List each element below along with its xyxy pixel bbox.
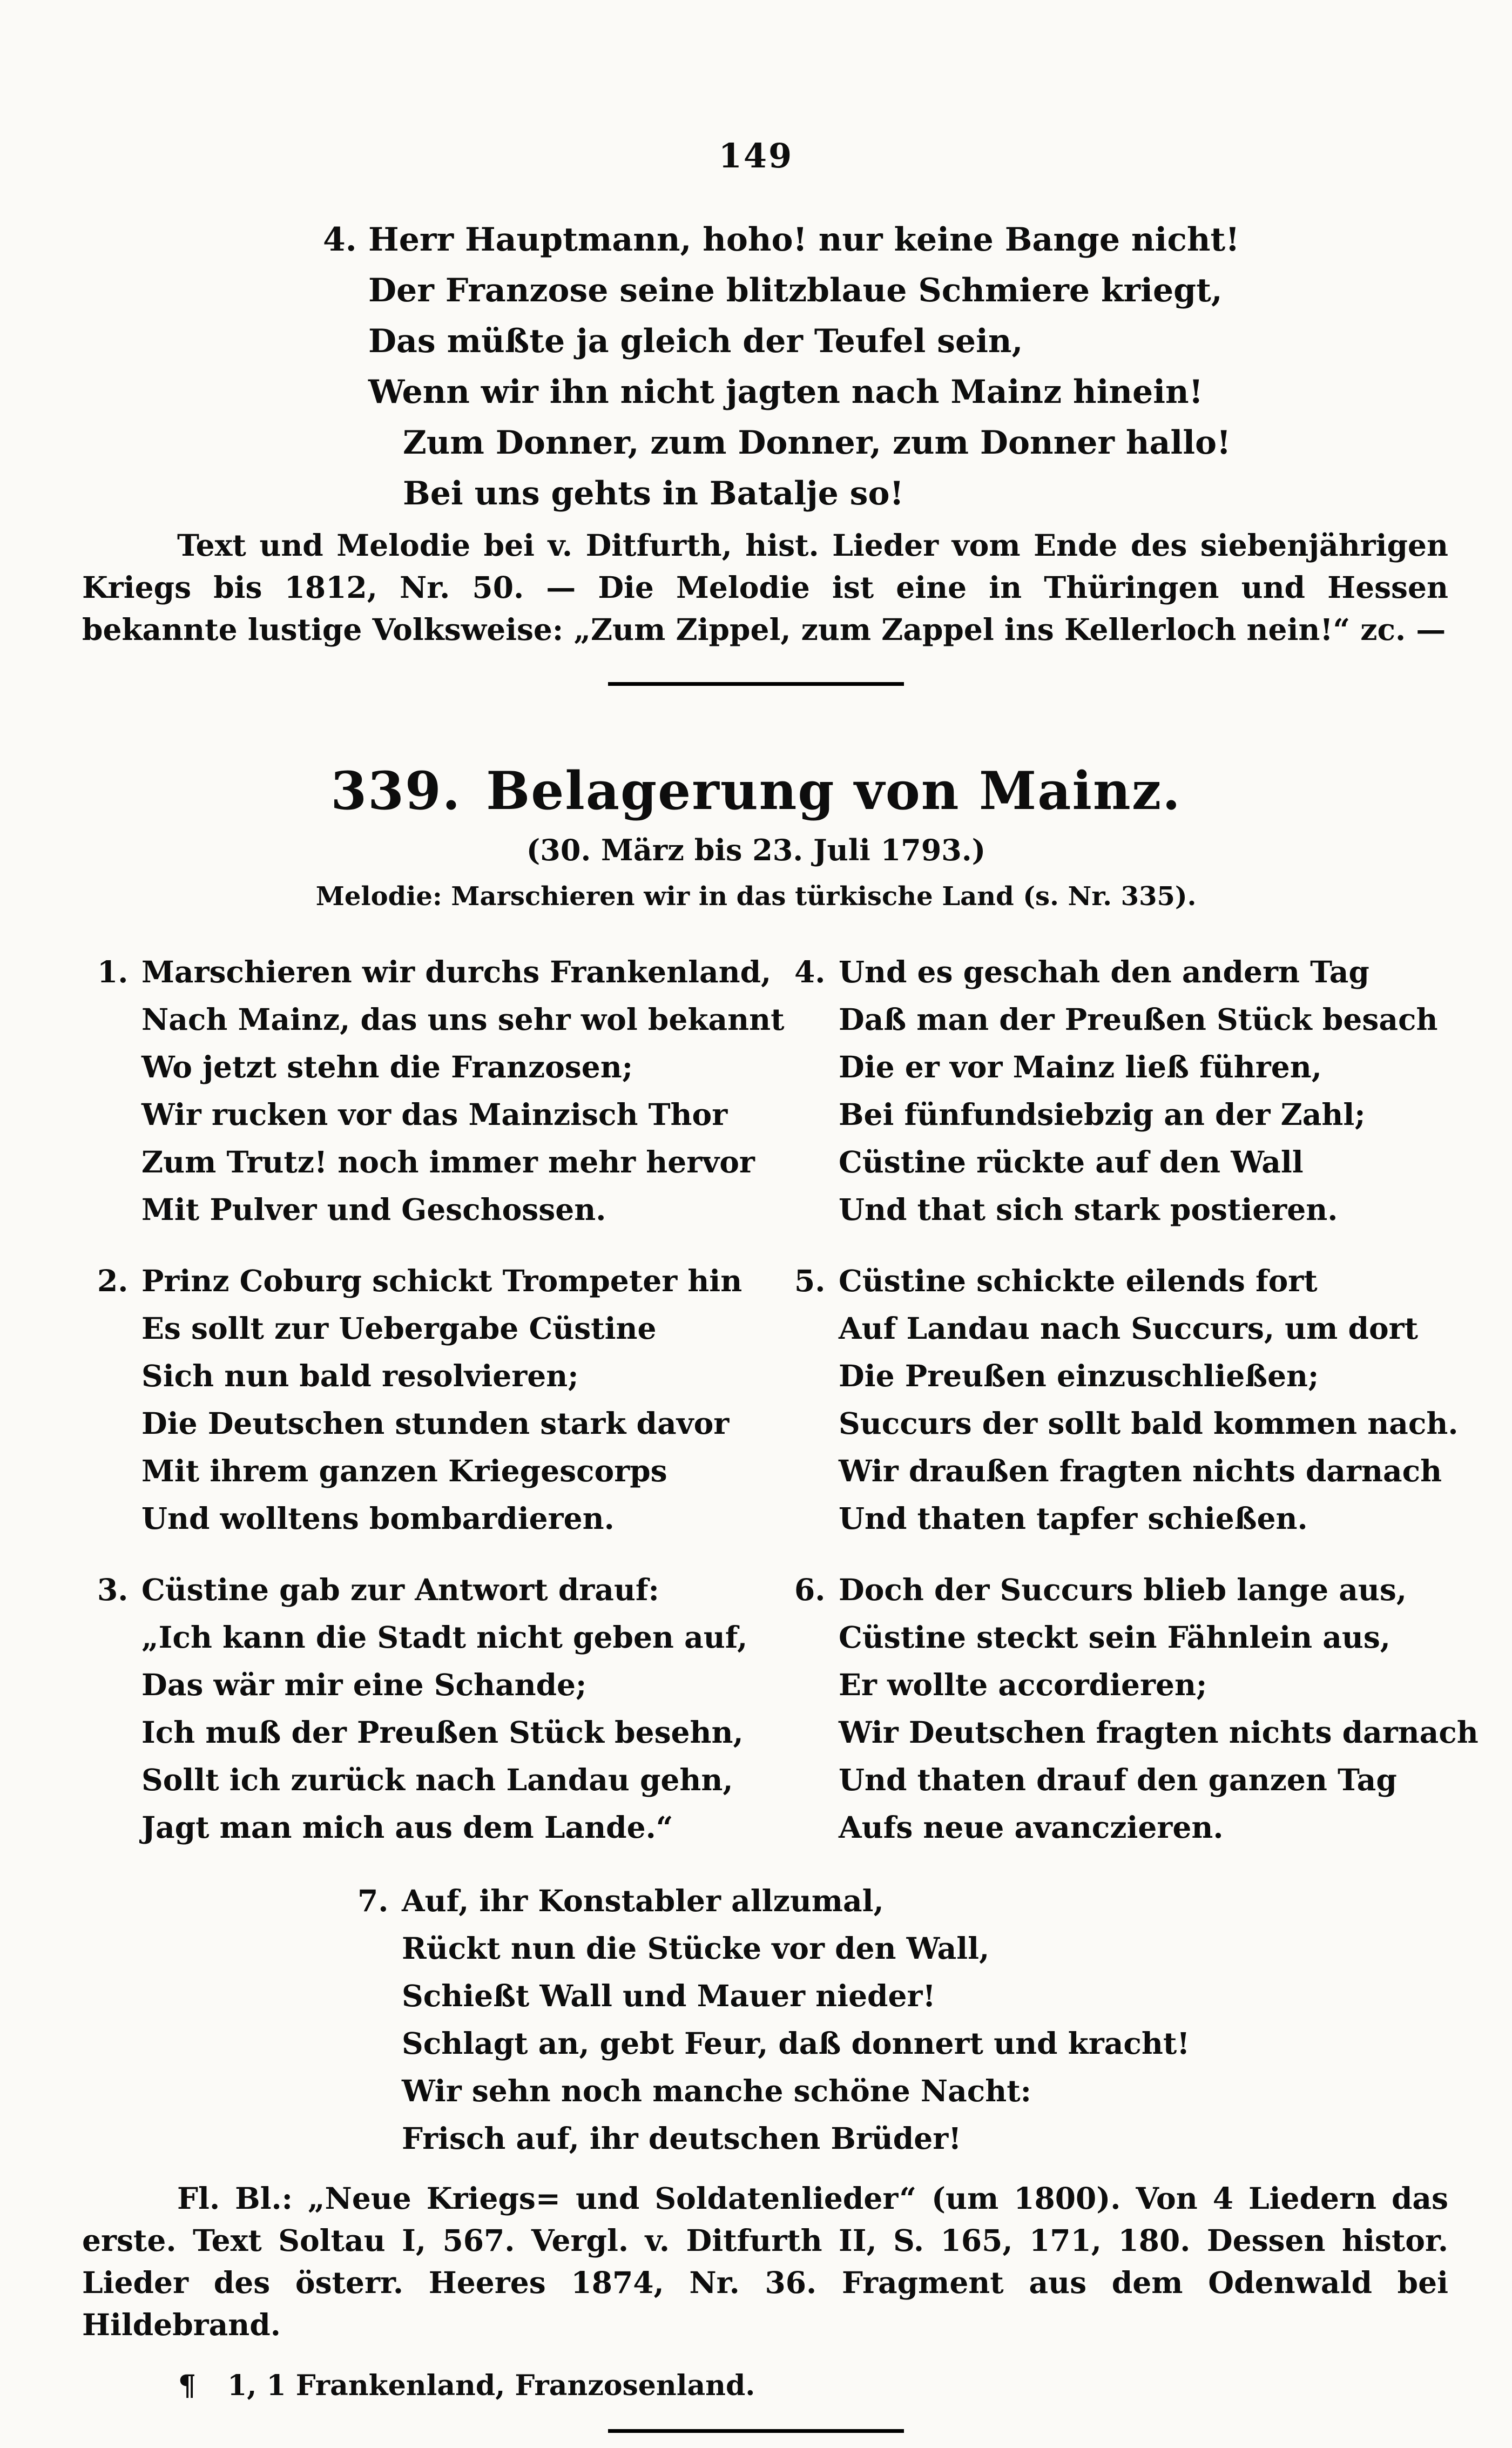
- source-note-previous-song: Text und Melodie bei v. Ditfurth, hist. Lieder vom Ende des siebenjährigen Kriegs bis 1812, Nr. 50. — Die Melodie ist eine in Thüringen und Hessen bekannte lustige Volksweise: „Zum Zippel, zum Zappel ins Kellerloch nein!“ zc. —: [82, 528, 1448, 647]
- verse-line: Die Preußen einzuschließen;: [839, 1358, 1319, 1393]
- stanza-4-previous-song: [323, 214, 1512, 519]
- verse-line: Und wolltens bombardieren.: [141, 1500, 615, 1536]
- page-number: 149: [718, 136, 794, 176]
- verse-line: Es sollt zur Uebergabe Cüstine: [141, 1310, 657, 1346]
- stanza-1: [97, 948, 785, 1233]
- verse-block: [839, 1257, 1458, 1542]
- verse-line: Succurs der sollt bald kommen nach.: [839, 1405, 1459, 1441]
- stanza-number: 4.: [323, 221, 357, 259]
- verse-line: Und es geschah den andern Tag: [839, 954, 1369, 989]
- verse-line: Daß man der Preußen Stück besach: [839, 1001, 1438, 1037]
- footnote: [178, 2369, 1512, 2403]
- song-number: 339.: [330, 760, 462, 821]
- verse-line: „Ich kann die Stadt nicht geben auf,: [141, 1619, 748, 1655]
- melody-note: Melodie: Marschieren wir in das türkische Land (s. Nr. 335).: [315, 881, 1197, 912]
- verse-line: Wir sehn noch manche schöne Nacht:: [402, 2073, 1031, 2108]
- verse-line: Der Franzose seine blitzblaue Schmiere kriegt,: [368, 272, 1223, 309]
- verse-line: Rückt nun die Stücke vor den Wall,: [402, 1930, 990, 1966]
- verse-line: Cüstine steckt sein Fähnlein aus,: [839, 1619, 1390, 1655]
- verse-line: Wir rucken vor das Mainzisch Thor: [141, 1096, 728, 1132]
- stanza-2: [97, 1257, 746, 1542]
- verse-line: Sich nun bald resolvieren;: [141, 1358, 579, 1393]
- verse-line: Frisch auf, ihr deutschen Brüder!: [402, 2120, 962, 2156]
- stanza-number: 6.: [794, 1572, 826, 1607]
- verse-line: Die er vor Mainz ließ führen,: [839, 1049, 1322, 1084]
- verse-line: Das wär mir eine Schande;: [141, 1667, 587, 1702]
- verse-line: Mit Pulver und Geschossen.: [141, 1191, 606, 1227]
- verse-line: Marschieren wir durchs Frankenland,: [141, 954, 772, 989]
- verse-line: Zum Trutz! noch immer mehr hervor: [141, 1144, 755, 1179]
- stanza-number: 2.: [97, 1263, 129, 1298]
- pilcrow-icon: ¶: [178, 2369, 197, 2402]
- verse-line: Und thaten tapfer schießen.: [839, 1500, 1308, 1536]
- stanza-columns: [97, 948, 1479, 1851]
- verse-line: Zum Donner, zum Donner, zum Donner hallo!: [403, 424, 1231, 462]
- verse-line: Cüstine gab zur Antwort drauf:: [141, 1572, 659, 1607]
- right-column: [773, 948, 1479, 1851]
- verse-line: Sollt ich zurück nach Landau gehn,: [141, 1762, 733, 1797]
- verse-line: Und that sich stark postieren.: [839, 1191, 1338, 1227]
- left-column: [97, 948, 785, 1851]
- verse-block: [402, 1877, 1190, 2162]
- verse-line: Schlagt an, gebt Feur, daß donnert und kracht!: [402, 2025, 1190, 2061]
- song-title-text: Belagerung von Mainz.: [486, 760, 1182, 821]
- verse-line: Herr Hauptmann, hoho! nur keine Bange nicht!: [368, 221, 1240, 259]
- verse-line: Wir draußen fragten nichts darnach: [839, 1453, 1442, 1488]
- source-note: Fl. Bl.: „Neue Kriegs= und Soldatenlieder“ (um 1800). Von 4 Liedern das erste. Text Soltau I, 567. Vergl. v. Ditfurth II, S. 165, 171, 180. Dessen histor. Lieder des österr. Heeres 1874, Nr. 36. Fragment aus dem Odenwald bei Hildebrand.: [82, 2180, 1448, 2342]
- verse-line: Auf, ihr Konstabler allzumal,: [402, 1883, 884, 1918]
- stanza-number: 1.: [97, 954, 129, 989]
- verse-block: [141, 948, 784, 1233]
- verse-line: Ich muß der Preußen Stück besehn,: [141, 1714, 744, 1750]
- verse-line: Cüstine schickte eilends fort: [839, 1263, 1318, 1298]
- verse-line: Nach Mainz, das uns sehr wol bekannt: [141, 1001, 785, 1037]
- verse-line: Die Deutschen stunden stark davor: [141, 1405, 730, 1441]
- verse-line: Er wollte accordieren;: [839, 1667, 1207, 1702]
- verse-block: [839, 948, 1437, 1233]
- stanza-number: 4.: [794, 954, 826, 989]
- verse-line: Schießt Wall und Mauer nieder!: [402, 1978, 936, 2013]
- song-header: [0, 760, 1512, 912]
- previous-song-end: [0, 214, 1512, 651]
- verse-line: Wo jetzt stehn die Franzosen;: [141, 1049, 633, 1084]
- stanza-5: [794, 1257, 1459, 1542]
- stanza-3: [97, 1566, 746, 1851]
- verse-line: Auf Landau nach Succurs, um dort: [839, 1310, 1419, 1346]
- verse-line: Bei fünfundsiebzig an der Zahl;: [839, 1096, 1366, 1132]
- verse-block: [839, 1566, 1479, 1851]
- verse-block: [141, 1566, 747, 1851]
- song-date-range: (30. März bis 23. Juli 1793.): [526, 832, 986, 867]
- verse-line: Bei uns gehts in Batalje so!: [403, 475, 904, 512]
- verse-line: Wenn wir ihn nicht jagten nach Mainz hinein!: [368, 373, 1203, 411]
- verse-line: Wir Deutschen fragten nichts darnach: [839, 1714, 1479, 1750]
- stanza-number: 7.: [357, 1883, 389, 1918]
- verse-line: Doch der Succurs blieb lange aus,: [839, 1572, 1407, 1607]
- page-bottom-divider: [608, 2429, 904, 2433]
- stanza-4: [794, 948, 1448, 1233]
- stanza-number: 3.: [97, 1572, 129, 1607]
- verse-block: [141, 1257, 742, 1542]
- verse-line: Jagt man mich aus dem Lande.“: [141, 1809, 673, 1845]
- verse-line: Mit ihrem ganzen Kriegescorps: [141, 1453, 667, 1488]
- verse-line: Aufs neue avanczieren.: [839, 1809, 1224, 1845]
- verse-line: Und thaten drauf den ganzen Tag: [839, 1762, 1397, 1797]
- stanza-6: [794, 1566, 1479, 1851]
- section-divider: [608, 682, 904, 686]
- song-title: [0, 760, 1512, 821]
- verse-block: [368, 214, 1240, 519]
- footnote-text: 1, 1 Frankenland, Franzosenland.: [227, 2369, 755, 2402]
- stanza-7: [357, 1877, 1512, 2162]
- verse-line: Das müßte ja gleich der Teufel sein,: [368, 322, 1023, 360]
- stanza-number: 5.: [794, 1263, 826, 1298]
- verse-line: Cüstine rückte auf den Wall: [839, 1144, 1304, 1179]
- verse-line: Prinz Coburg schickt Trompeter hin: [141, 1263, 742, 1298]
